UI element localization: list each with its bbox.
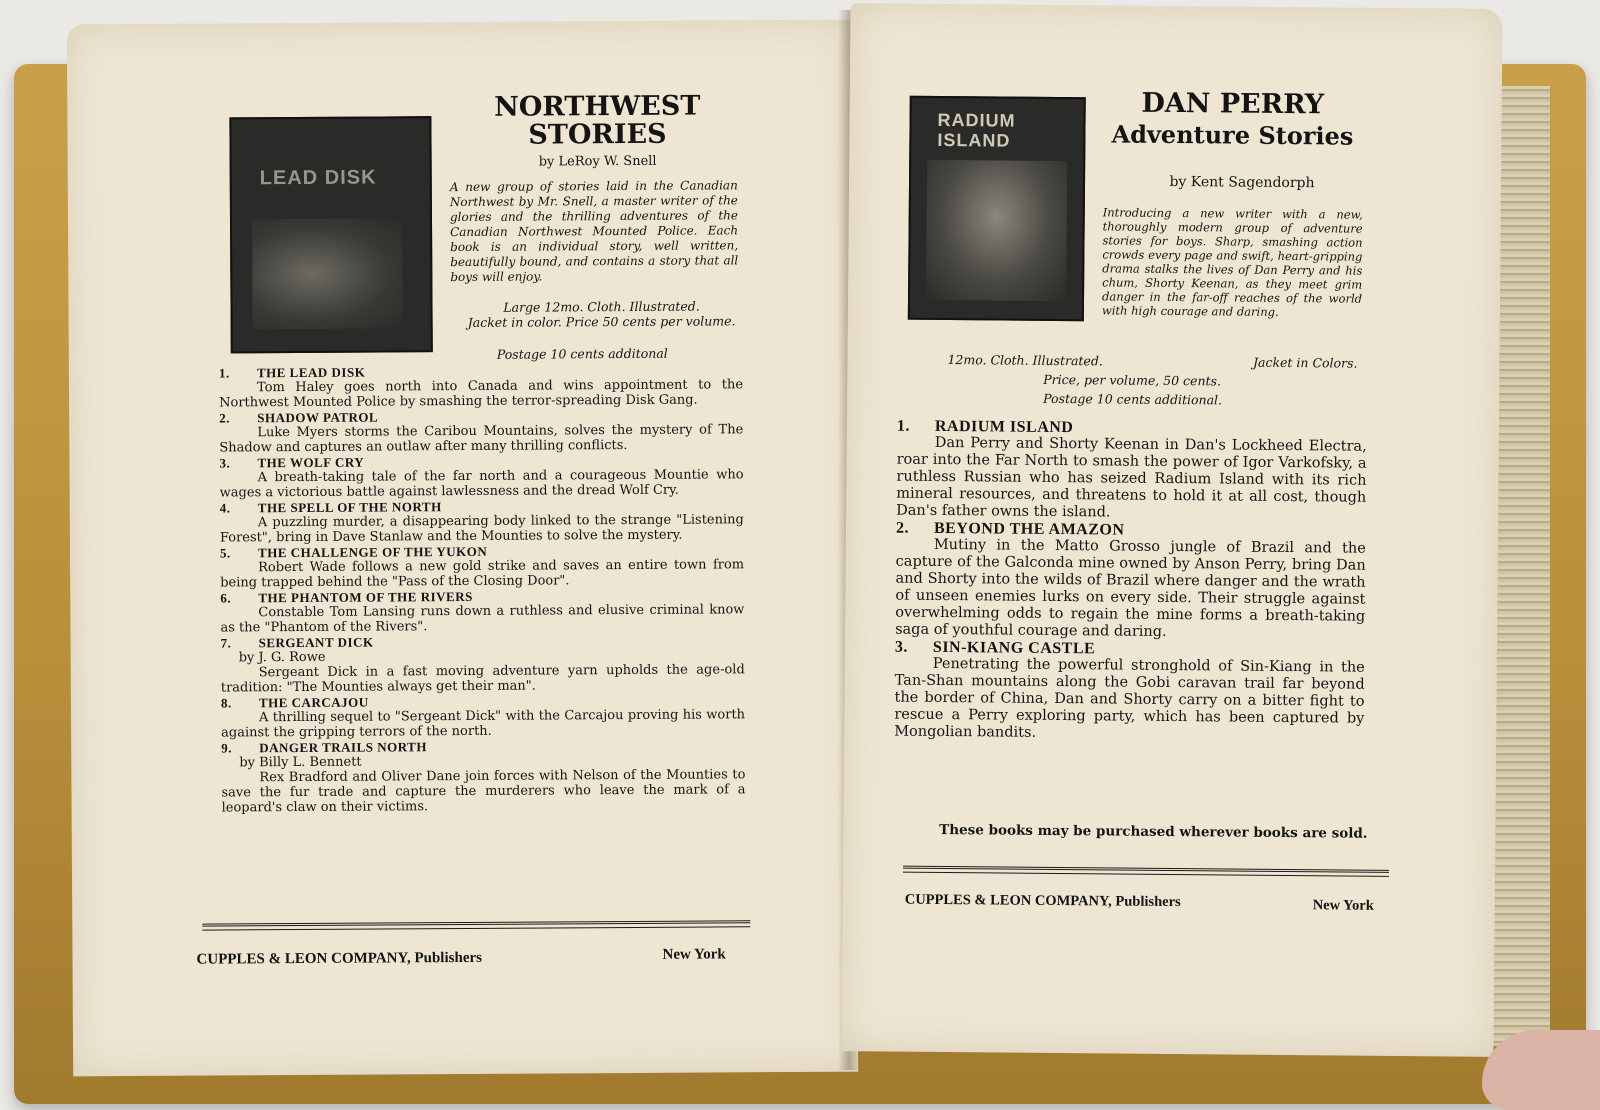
list-item: 3. THE WOLF CRY A breath-taking tale of the far north and a courageous Mountie who wages a victorious battle against lawlessness and the dread Wolf Cry. — [219, 454, 744, 501]
specs: 12mo. Cloth. Illustrated. Jacket in Colors. Price, per volume, 50 cents. Postage 10 cents additional. — [947, 352, 1358, 408]
cover-image-text: RADIUM ISLAND — [937, 109, 1016, 151]
series-blurb: Introducing a new writer with a new, thoroughly modern group of adventure stories for boys. Sharp, smashing action crowds every page and swift, heart-gripping drama stalks the lives of Dan Perry and his chum, Shorty Keenan, as they meet grim danger in the far-off reaches of the world with high courage and daring. — [1101, 205, 1363, 319]
cover-image-text: LEAD DISK — [259, 166, 377, 190]
list-item: 1. RADIUM ISLAND Dan Perry and Shorty Keenan in Dan's Lockheed Electra, roar into the Far North to smash the power of Igor Varkofsky, a ruthless Russian who has seized Radium Island with its rich mineral resources, and threatens to hold it at all cost, though Dan's father owns the island. — [896, 417, 1367, 521]
bleed-through-ink — [290, 1074, 610, 1104]
lead-disk-cover-image — [229, 116, 432, 353]
list-item: 5. THE CHALLENGE OF THE YUKON Robert Wade follows a new gold strike and saves an entire town from being trapped behind the "Pass of the Closing Door". — [219, 543, 745, 591]
left-page — [67, 20, 858, 1077]
cover-image-figure — [926, 160, 1067, 301]
book-list — [219, 362, 746, 815]
list-item: 1. THE LEAD DISK Tom Haley goes north into Canada and wins appointment to the Northwest Mounted Police by smashing the terror-spreading Disk Gang. — [218, 364, 744, 411]
page-title: NORTHWEST STORIES — [494, 90, 701, 151]
author-byline: by LeRoy W. Snell — [538, 153, 657, 170]
list-item: 8. THE CARCAJOU A thrilling sequel to "Sergeant Dick" with the Carcajou proving his worth against the gripping terrors of the north. — [220, 694, 746, 741]
radium-island-cover-image — [908, 96, 1086, 322]
list-item: 2. BEYOND THE AMAZON Mutiny in the Matto Grosso jungle of Brazil and the capture of the Galconda mine owned by Anson Perry, bring Dan and Shorty into the wilds of Brazil where danger and the wrath of unseen enemies lurks on every side. Their struggle against overwhelming odds to regain the mine forms a breath-taking saga of youthful courage and daring. — [895, 519, 1366, 640]
postage-note: Postage 10 cents additonal — [496, 345, 668, 362]
specs: Large 12mo. Cloth. Illustrated. Jacket in color. Price 50 cents per volume. — [467, 298, 736, 330]
right-page — [841, 3, 1502, 1057]
page-title: DAN PERRY Adventure Stories — [1111, 87, 1354, 151]
list-item: 6. THE PHANTOM OF THE RIVERS Constable Tom Lansing runs down a ruthless and elusive criminal know as the "Phantom of the Rivers". — [220, 588, 745, 636]
city-footer: New York — [662, 946, 726, 963]
list-item: 2. SHADOW PATROL Luke Myers storms the Caribou Mountains, solves the mystery of The Shadow and captures an outlaw after many thrilling conflicts. — [219, 409, 744, 456]
cover-image-figure — [252, 218, 403, 329]
book-list — [894, 418, 1367, 745]
author-byline: by Kent Sagendorph — [1169, 173, 1315, 192]
publisher-footer: CUPPLES & LEON COMPANY, Publishers — [904, 891, 1181, 911]
list-item: 3. SIN-KIANG CASTLE Penetrating the powerful stronghold of Sin-Kiang in the Tan-Shan mountains along the Gobi caravan trail far beyond the border of China, Dan and Shorty carry on a bitter fight to rescue a Perry exploring party, which has been captured by Mongolian bandits. — [894, 638, 1365, 741]
city-footer: New York — [1312, 897, 1374, 914]
series-blurb: A new group of stories laid in the Canadian Northwest by Mr. Snell, a master writer of the glories and the thrilling adventures of the Canadian Northwest Mounted Police. Each book is an individual story, well written, beautifully bound, and contains a story that all boys will enjoy. — [449, 178, 739, 285]
footer-rule — [202, 920, 750, 930]
publisher-footer: CUPPLES & LEON COMPANY, Publishers — [196, 949, 483, 968]
list-item: 7. SERGEANT DICK by J. G. Rowe Sergeant Dick in a fast moving adventure yarn upholds the age-old tradition: "The Mounties always get their man". — [220, 634, 745, 696]
purchase-note: These books may be purchased wherever books are sold. — [939, 821, 1368, 842]
thumb — [1482, 1030, 1600, 1110]
list-item: 4. THE SPELL OF THE NORTH A puzzling murder, a disappearing body linked to the strange "Listening Forest", bring in Dave Stanlaw and the Mounties to solve the mystery. — [219, 499, 744, 546]
footer-rule — [903, 866, 1389, 877]
list-item: 9. DANGER TRAILS NORTH by Billy L. Bennett Rex Bradford and Oliver Dane join forces with Nelson of the Mounties to save the fur trade and capture the murderers who leave the mark of a leopard's claw on their victims. — [221, 739, 746, 816]
